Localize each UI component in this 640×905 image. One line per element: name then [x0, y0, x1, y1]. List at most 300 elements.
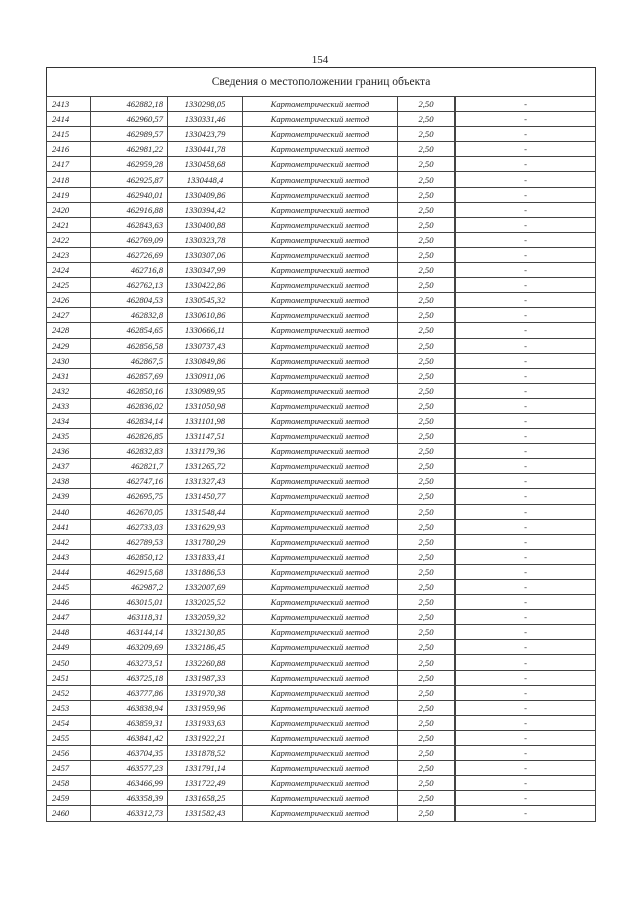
y-coordinate-cell: 1331629,93: [168, 519, 243, 534]
accuracy-cell: 2,50: [398, 489, 455, 504]
accuracy-cell: 2,50: [398, 580, 455, 595]
method-cell: Картометрический метод: [243, 459, 398, 474]
accuracy-cell: 2,50: [398, 247, 455, 262]
y-coordinate-cell: 1330423,79: [168, 127, 243, 142]
description-cell: -: [456, 610, 596, 625]
y-coordinate-cell: 1331265,72: [168, 459, 243, 474]
description-cell: -: [456, 247, 596, 262]
y-coordinate-cell: 1332260,88: [168, 655, 243, 670]
description-cell: -: [456, 746, 596, 761]
accuracy-cell: 2,50: [398, 217, 455, 232]
description-cell: -: [456, 323, 596, 338]
x-coordinate-cell: 463209,69: [91, 640, 168, 655]
y-coordinate-cell: 1330298,05: [168, 97, 243, 112]
table-row: [47, 806, 596, 821]
method-cell: Картометрический метод: [243, 504, 398, 519]
y-coordinate-cell: 1332059,32: [168, 610, 243, 625]
accuracy-cell: 2,50: [398, 142, 455, 157]
accuracy-cell: 2,50: [398, 549, 455, 564]
description-cell: -: [456, 368, 596, 383]
point-number-cell: 2432: [47, 383, 91, 398]
boundary-table: [46, 67, 596, 822]
method-cell: Картометрический метод: [243, 202, 398, 217]
method-cell: Картометрический метод: [243, 519, 398, 534]
x-coordinate-cell: 462826,85: [91, 429, 168, 444]
x-coordinate-cell: 463841,42: [91, 730, 168, 745]
point-number-cell: 2453: [47, 700, 91, 715]
x-coordinate-cell: 462981,22: [91, 142, 168, 157]
description-cell: -: [456, 534, 596, 549]
y-coordinate-cell: 1330448,4: [168, 172, 243, 187]
table-row: [47, 474, 596, 489]
method-cell: Картометрический метод: [243, 595, 398, 610]
description-cell: -: [456, 655, 596, 670]
description-cell: -: [456, 187, 596, 202]
table-row: [47, 655, 596, 670]
description-cell: -: [456, 791, 596, 806]
y-coordinate-cell: 1331780,29: [168, 534, 243, 549]
description-cell: -: [456, 685, 596, 700]
method-cell: Картометрический метод: [243, 489, 398, 504]
x-coordinate-cell: 463358,39: [91, 791, 168, 806]
point-number-cell: 2431: [47, 368, 91, 383]
x-coordinate-cell: 463777,86: [91, 685, 168, 700]
accuracy-cell: 2,50: [398, 353, 455, 368]
accuracy-cell: 2,50: [398, 278, 455, 293]
y-coordinate-cell: 1331987,33: [168, 670, 243, 685]
method-cell: Картометрический метод: [243, 640, 398, 655]
table-row: [47, 217, 596, 232]
description-cell: -: [456, 549, 596, 564]
table-row: [47, 278, 596, 293]
x-coordinate-cell: 462915,68: [91, 564, 168, 579]
accuracy-cell: 2,50: [398, 519, 455, 534]
table-row: [47, 293, 596, 308]
x-coordinate-cell: 462854,65: [91, 323, 168, 338]
description-cell: -: [456, 595, 596, 610]
description-cell: -: [456, 444, 596, 459]
x-coordinate-cell: 462940,01: [91, 187, 168, 202]
table-row: [47, 700, 596, 715]
y-coordinate-cell: 1330737,43: [168, 338, 243, 353]
accuracy-cell: 2,50: [398, 383, 455, 398]
method-cell: Картометрический метод: [243, 308, 398, 323]
table-row: [47, 640, 596, 655]
description-cell: -: [456, 474, 596, 489]
table-row: [47, 549, 596, 564]
y-coordinate-cell: 1331791,14: [168, 761, 243, 776]
y-coordinate-cell: 1331327,43: [168, 474, 243, 489]
method-cell: Картометрический метод: [243, 293, 398, 308]
method-cell: Картометрический метод: [243, 172, 398, 187]
y-coordinate-cell: 1330422,86: [168, 278, 243, 293]
table-row: [47, 625, 596, 640]
table-row: [47, 172, 596, 187]
accuracy-cell: 2,50: [398, 172, 455, 187]
y-coordinate-cell: 1330307,06: [168, 247, 243, 262]
table-row: [47, 127, 596, 142]
description-cell: -: [456, 429, 596, 444]
method-cell: Картометрический метод: [243, 685, 398, 700]
method-cell: Картометрический метод: [243, 353, 398, 368]
point-number-cell: 2426: [47, 293, 91, 308]
accuracy-cell: 2,50: [398, 746, 455, 761]
accuracy-cell: 2,50: [398, 202, 455, 217]
point-number-cell: 2422: [47, 232, 91, 247]
method-cell: Картометрический метод: [243, 444, 398, 459]
y-coordinate-cell: 1330989,95: [168, 383, 243, 398]
accuracy-cell: 2,50: [398, 187, 455, 202]
description-cell: -: [456, 730, 596, 745]
point-number-cell: 2459: [47, 791, 91, 806]
y-coordinate-cell: 1331050,98: [168, 398, 243, 413]
point-number-cell: 2414: [47, 112, 91, 127]
point-number-cell: 2450: [47, 655, 91, 670]
y-coordinate-cell: 1331147,51: [168, 429, 243, 444]
method-cell: Картометрический метод: [243, 429, 398, 444]
method-cell: Картометрический метод: [243, 263, 398, 278]
x-coordinate-cell: 462762,13: [91, 278, 168, 293]
method-cell: Картометрический метод: [243, 625, 398, 640]
point-number-cell: 2449: [47, 640, 91, 655]
point-number-cell: 2451: [47, 670, 91, 685]
point-number-cell: 2413: [47, 97, 91, 112]
point-number-cell: 2416: [47, 142, 91, 157]
description-cell: -: [456, 398, 596, 413]
x-coordinate-cell: 463725,18: [91, 670, 168, 685]
x-coordinate-cell: 463118,31: [91, 610, 168, 625]
description-cell: -: [456, 383, 596, 398]
method-cell: Картометрический метод: [243, 580, 398, 595]
accuracy-cell: 2,50: [398, 368, 455, 383]
y-coordinate-cell: 1331933,63: [168, 715, 243, 730]
method-cell: Картометрический метод: [243, 474, 398, 489]
y-coordinate-cell: 1331922,21: [168, 730, 243, 745]
description-cell: -: [456, 625, 596, 640]
x-coordinate-cell: 463273,51: [91, 655, 168, 670]
x-coordinate-cell: 462856,58: [91, 338, 168, 353]
method-cell: Картометрический метод: [243, 670, 398, 685]
description-cell: -: [456, 564, 596, 579]
description-cell: -: [456, 670, 596, 685]
point-number-cell: 2420: [47, 202, 91, 217]
method-cell: Картометрический метод: [243, 323, 398, 338]
x-coordinate-cell: 462882,18: [91, 97, 168, 112]
x-coordinate-cell: 462987,2: [91, 580, 168, 595]
method-cell: Картометрический метод: [243, 157, 398, 172]
description-cell: -: [456, 353, 596, 368]
x-coordinate-cell: 463015,01: [91, 595, 168, 610]
y-coordinate-cell: 1330331,46: [168, 112, 243, 127]
x-coordinate-cell: 462747,16: [91, 474, 168, 489]
coordinates-table-body: [47, 97, 596, 822]
accuracy-cell: 2,50: [398, 610, 455, 625]
accuracy-cell: 2,50: [398, 640, 455, 655]
description-cell: -: [456, 489, 596, 504]
y-coordinate-cell: 1330409,86: [168, 187, 243, 202]
method-cell: Картометрический метод: [243, 700, 398, 715]
x-coordinate-cell: 462843,63: [91, 217, 168, 232]
method-cell: Картометрический метод: [243, 383, 398, 398]
x-coordinate-cell: 463577,23: [91, 761, 168, 776]
description-cell: -: [456, 338, 596, 353]
description-cell: -: [456, 413, 596, 428]
method-cell: Картометрический метод: [243, 232, 398, 247]
point-number-cell: 2433: [47, 398, 91, 413]
y-coordinate-cell: 1330441,78: [168, 142, 243, 157]
table-row: [47, 187, 596, 202]
accuracy-cell: 2,50: [398, 595, 455, 610]
x-coordinate-cell: 462925,87: [91, 172, 168, 187]
point-number-cell: 2436: [47, 444, 91, 459]
table-row: [47, 353, 596, 368]
table-row: [47, 715, 596, 730]
table-row: [47, 308, 596, 323]
point-number-cell: 2457: [47, 761, 91, 776]
x-coordinate-cell: 462832,8: [91, 308, 168, 323]
point-number-cell: 2446: [47, 595, 91, 610]
accuracy-cell: 2,50: [398, 127, 455, 142]
table-row: [47, 791, 596, 806]
description-cell: -: [456, 715, 596, 730]
table-row: [47, 685, 596, 700]
description-cell: -: [456, 504, 596, 519]
method-cell: Картометрический метод: [243, 398, 398, 413]
accuracy-cell: 2,50: [398, 323, 455, 338]
point-number-cell: 2456: [47, 746, 91, 761]
accuracy-cell: 2,50: [398, 398, 455, 413]
accuracy-cell: 2,50: [398, 625, 455, 640]
method-cell: Картометрический метод: [243, 761, 398, 776]
x-coordinate-cell: 462857,69: [91, 368, 168, 383]
method-cell: Картометрический метод: [243, 338, 398, 353]
y-coordinate-cell: 1330394,42: [168, 202, 243, 217]
x-coordinate-cell: 462916,88: [91, 202, 168, 217]
accuracy-cell: 2,50: [398, 761, 455, 776]
table-row: [47, 97, 596, 112]
point-number-cell: 2434: [47, 413, 91, 428]
accuracy-cell: 2,50: [398, 97, 455, 112]
method-cell: Картометрический метод: [243, 791, 398, 806]
table-row: [47, 323, 596, 338]
x-coordinate-cell: 462960,57: [91, 112, 168, 127]
table-row: [47, 746, 596, 761]
description-cell: -: [456, 293, 596, 308]
accuracy-cell: 2,50: [398, 806, 455, 821]
description-cell: -: [456, 172, 596, 187]
method-cell: Картометрический метод: [243, 112, 398, 127]
accuracy-cell: 2,50: [398, 444, 455, 459]
point-number-cell: 2427: [47, 308, 91, 323]
accuracy-cell: 2,50: [398, 474, 455, 489]
table-row: [47, 112, 596, 127]
y-coordinate-cell: 1330545,32: [168, 293, 243, 308]
accuracy-cell: 2,50: [398, 776, 455, 791]
table-row: [47, 444, 596, 459]
method-cell: Картометрический метод: [243, 187, 398, 202]
y-coordinate-cell: 1331833,41: [168, 549, 243, 564]
point-number-cell: 2441: [47, 519, 91, 534]
x-coordinate-cell: 462716,8: [91, 263, 168, 278]
method-cell: Картометрический метод: [243, 715, 398, 730]
method-cell: Картометрический метод: [243, 610, 398, 625]
y-coordinate-cell: 1330323,78: [168, 232, 243, 247]
table-row: [47, 595, 596, 610]
x-coordinate-cell: 462726,69: [91, 247, 168, 262]
x-coordinate-cell: 462867,5: [91, 353, 168, 368]
method-cell: Картометрический метод: [243, 776, 398, 791]
accuracy-cell: 2,50: [398, 700, 455, 715]
y-coordinate-cell: 1332007,69: [168, 580, 243, 595]
coordinates-table: [46, 96, 596, 822]
point-number-cell: 2448: [47, 625, 91, 640]
x-coordinate-cell: 463704,35: [91, 746, 168, 761]
accuracy-cell: 2,50: [398, 293, 455, 308]
table-row: [47, 383, 596, 398]
x-coordinate-cell: 462989,57: [91, 127, 168, 142]
y-coordinate-cell: 1332130,85: [168, 625, 243, 640]
point-number-cell: 2423: [47, 247, 91, 262]
accuracy-cell: 2,50: [398, 112, 455, 127]
table-row: [47, 580, 596, 595]
point-number-cell: 2417: [47, 157, 91, 172]
table-row: [47, 368, 596, 383]
description-cell: -: [456, 112, 596, 127]
y-coordinate-cell: 1331959,96: [168, 700, 243, 715]
table-row: [47, 142, 596, 157]
point-number-cell: 2421: [47, 217, 91, 232]
y-coordinate-cell: 1330458,68: [168, 157, 243, 172]
point-number-cell: 2458: [47, 776, 91, 791]
y-coordinate-cell: 1332025,52: [168, 595, 243, 610]
method-cell: Картометрический метод: [243, 730, 398, 745]
y-coordinate-cell: 1330666,11: [168, 323, 243, 338]
accuracy-cell: 2,50: [398, 232, 455, 247]
point-number-cell: 2452: [47, 685, 91, 700]
description-cell: -: [456, 232, 596, 247]
table-row: [47, 670, 596, 685]
x-coordinate-cell: 462695,75: [91, 489, 168, 504]
point-number-cell: 2429: [47, 338, 91, 353]
table-row: [47, 157, 596, 172]
x-coordinate-cell: 462769,09: [91, 232, 168, 247]
y-coordinate-cell: 1330610,86: [168, 308, 243, 323]
point-number-cell: 2439: [47, 489, 91, 504]
y-coordinate-cell: 1331548,44: [168, 504, 243, 519]
accuracy-cell: 2,50: [398, 157, 455, 172]
y-coordinate-cell: 1331722,49: [168, 776, 243, 791]
accuracy-cell: 2,50: [398, 413, 455, 428]
point-number-cell: 2430: [47, 353, 91, 368]
method-cell: Картометрический метод: [243, 247, 398, 262]
point-number-cell: 2460: [47, 806, 91, 821]
description-cell: -: [456, 278, 596, 293]
description-cell: -: [456, 127, 596, 142]
x-coordinate-cell: 462789,53: [91, 534, 168, 549]
y-coordinate-cell: 1330400,88: [168, 217, 243, 232]
table-row: [47, 413, 596, 428]
accuracy-cell: 2,50: [398, 655, 455, 670]
method-cell: Картометрический метод: [243, 549, 398, 564]
table-row: [47, 459, 596, 474]
point-number-cell: 2454: [47, 715, 91, 730]
y-coordinate-cell: 1331101,98: [168, 413, 243, 428]
accuracy-cell: 2,50: [398, 504, 455, 519]
point-number-cell: 2425: [47, 278, 91, 293]
accuracy-cell: 2,50: [398, 730, 455, 745]
accuracy-cell: 2,50: [398, 685, 455, 700]
table-row: [47, 338, 596, 353]
x-coordinate-cell: 463838,94: [91, 700, 168, 715]
point-number-cell: 2415: [47, 127, 91, 142]
method-cell: Картометрический метод: [243, 217, 398, 232]
table-row: [47, 776, 596, 791]
y-coordinate-cell: 1331450,77: [168, 489, 243, 504]
point-number-cell: 2444: [47, 564, 91, 579]
table-row: [47, 247, 596, 262]
x-coordinate-cell: 463312,73: [91, 806, 168, 821]
accuracy-cell: 2,50: [398, 715, 455, 730]
method-cell: Картометрический метод: [243, 806, 398, 821]
point-number-cell: 2428: [47, 323, 91, 338]
y-coordinate-cell: 1331878,52: [168, 746, 243, 761]
x-coordinate-cell: 463144,14: [91, 625, 168, 640]
description-cell: -: [456, 217, 596, 232]
table-row: [47, 263, 596, 278]
x-coordinate-cell: 462832,83: [91, 444, 168, 459]
description-cell: -: [456, 806, 596, 821]
point-number-cell: 2443: [47, 549, 91, 564]
description-cell: -: [456, 776, 596, 791]
description-cell: -: [456, 640, 596, 655]
y-coordinate-cell: 1332186,45: [168, 640, 243, 655]
point-number-cell: 2419: [47, 187, 91, 202]
description-cell: -: [456, 761, 596, 776]
method-cell: Картометрический метод: [243, 142, 398, 157]
point-number-cell: 2438: [47, 474, 91, 489]
method-cell: Картометрический метод: [243, 127, 398, 142]
method-cell: Картометрический метод: [243, 278, 398, 293]
table-row: [47, 519, 596, 534]
table-row: [47, 504, 596, 519]
y-coordinate-cell: 1331970,38: [168, 685, 243, 700]
point-number-cell: 2418: [47, 172, 91, 187]
point-number-cell: 2424: [47, 263, 91, 278]
description-cell: -: [456, 142, 596, 157]
table-row: [47, 730, 596, 745]
method-cell: Картометрический метод: [243, 655, 398, 670]
method-cell: Картометрический метод: [243, 534, 398, 549]
x-coordinate-cell: 462850,16: [91, 383, 168, 398]
table-row: [47, 761, 596, 776]
accuracy-cell: 2,50: [398, 308, 455, 323]
table-row: [47, 610, 596, 625]
accuracy-cell: 2,50: [398, 564, 455, 579]
method-cell: Картометрический метод: [243, 368, 398, 383]
point-number-cell: 2437: [47, 459, 91, 474]
description-cell: -: [456, 97, 596, 112]
method-cell: Картометрический метод: [243, 746, 398, 761]
x-coordinate-cell: 462836,02: [91, 398, 168, 413]
accuracy-cell: 2,50: [398, 670, 455, 685]
x-coordinate-cell: 462733,03: [91, 519, 168, 534]
description-cell: -: [456, 519, 596, 534]
method-cell: Картометрический метод: [243, 564, 398, 579]
table-row: [47, 232, 596, 247]
table-row: [47, 398, 596, 413]
y-coordinate-cell: 1331582,43: [168, 806, 243, 821]
y-coordinate-cell: 1331886,53: [168, 564, 243, 579]
